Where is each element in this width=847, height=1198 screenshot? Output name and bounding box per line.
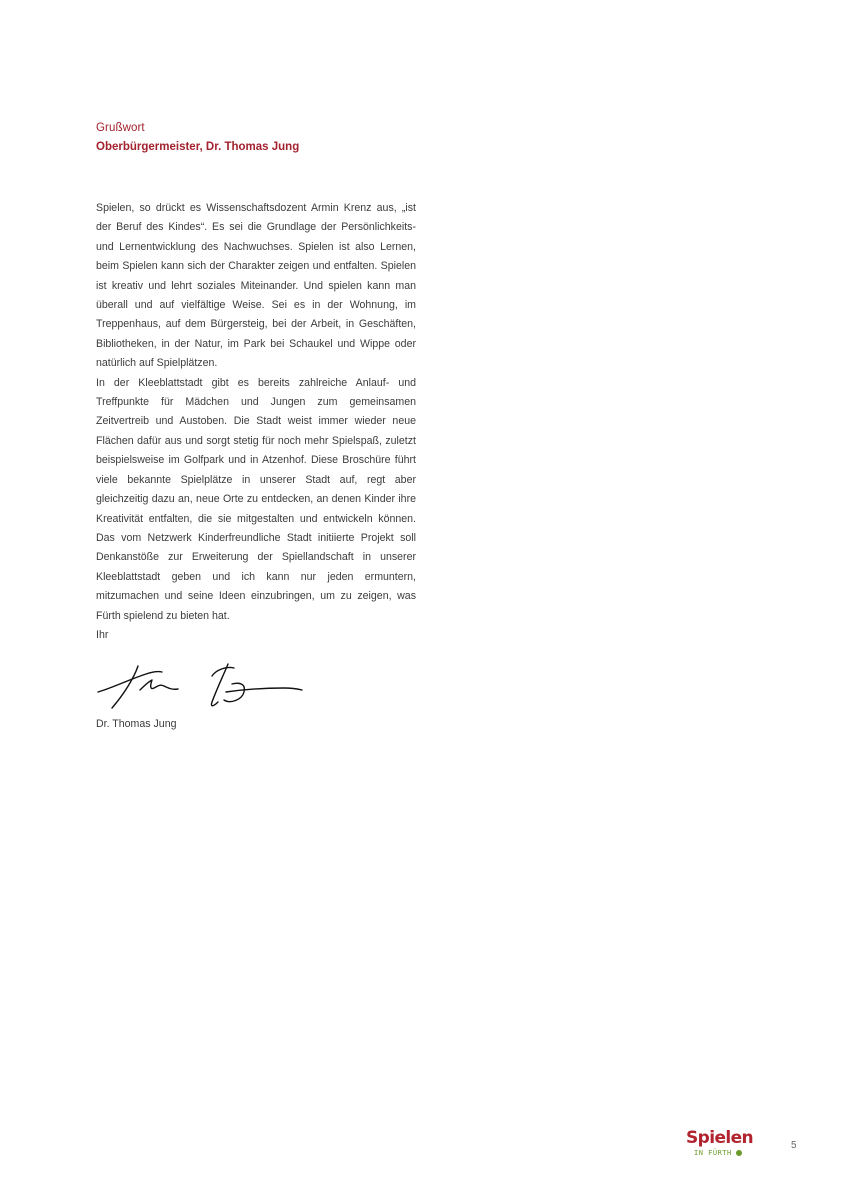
signer-name: Dr. Thomas Jung (96, 718, 177, 730)
logo-subline: IN FÜRTH (694, 1149, 732, 1157)
paragraph-1: Spielen, so drückt es Wissenschaftsdozent Armin Krenz aus, „ist der Beruf des Kindes“. Es sei die Grundlage der Persönlichkeits- und Lernentwicklung des Nachwuchses. Spielen ist also Lernen, beim Spielen kann sich der Charakter zeigen und entfalten. Spielen ist kreativ und lehrt soziales Miteinander. Und spielen kann man überall und auf vielfältige Weise. Sei es in der Wohnung, im Treppenhaus, auf dem Bürgersteig, bei der Arbeit, in Geschäften, Bibliotheken, in der Natur, im Park bei Schaukel und Wippe oder natürlich auf Spielplätzen. (96, 202, 416, 370)
closing-word: Ihr (96, 628, 109, 641)
section-kicker: Grußwort (96, 122, 145, 134)
logo-dot-icon (736, 1150, 742, 1156)
paragraph-2: In der Kleeblattstadt gibt es bereits zahlreiche Anlauf- und Treffpunkte für Mädchen und Jungen zum gemeinsamen Zeitvertreib und Austoben. Die Stadt weist immer wieder neue Flächen dafür aus und sorgt stetig für noch mehr Spielspaß, zuletzt beispielsweise im Golfpark und in Atzenhof. Diese Broschüre führt viele bekannte Spielplätze in unserer Stadt auf, regt aber gleichzeitig dazu an, neue Orte zu entdecken, an denen Kinder ihre Kreativität entfalten, die sie mitgestalten und entwickeln können. Das vom Netzwerk Kinderfreundliche Stadt initiierte Projekt soll Denkanstöße zur Erweiterung der Spiellandschaft in unserer Kleeblattstadt geben und ich kann nur jeden ermuntern, mitzumachen und seine Ideen einzubringen, um zu zeigen, was Fürth spielend zu bieten hat. (96, 376, 416, 622)
logo-wordmark: Spielen (686, 1128, 754, 1148)
page-title: Oberbürgermeister, Dr. Thomas Jung (96, 141, 300, 153)
handwritten-signature (94, 656, 308, 712)
page-number: 5 (791, 1140, 797, 1151)
spielen-in-fuerth-logo (686, 1128, 756, 1162)
greeting-body (96, 199, 416, 645)
